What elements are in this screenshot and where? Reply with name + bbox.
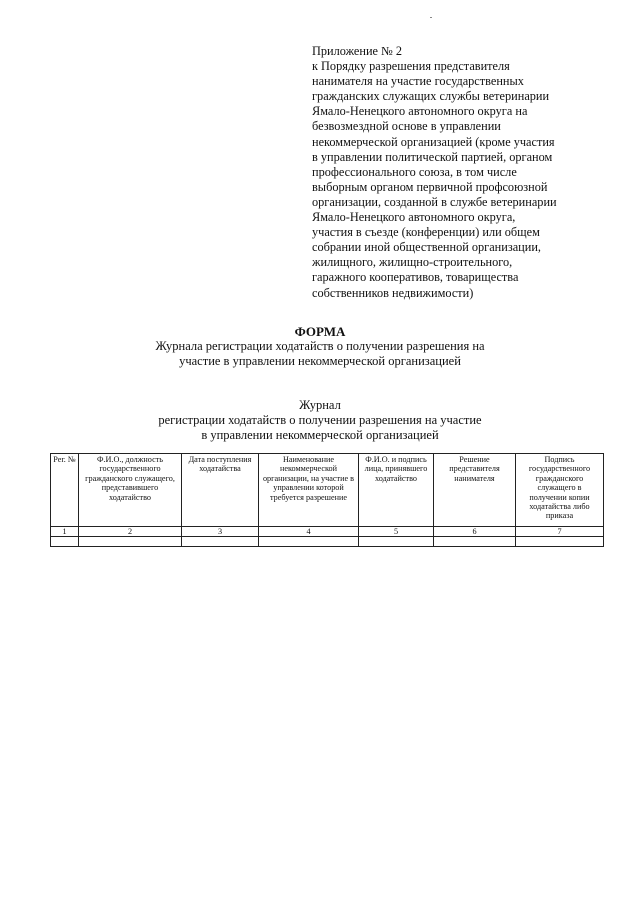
header-receiver-signature: Ф.И.О. и подпись лица, принявшего ходатайство (359, 454, 434, 527)
table-cell (182, 537, 259, 547)
annex-line: безвозмездной основе в управлении (312, 119, 501, 134)
header-organization-name: Наименование некоммерческой организации, на участие в управлении которой требуется разрешение (259, 454, 359, 527)
header-reg-number: Рег. № (51, 454, 79, 527)
annex-line: собрании иной общественной организации, (312, 240, 541, 255)
column-number: 1 (51, 527, 79, 537)
table-cell (79, 537, 182, 547)
form-title: ФОРМА (294, 324, 346, 339)
scan-speck (430, 17, 432, 18)
form-heading (0, 324, 640, 369)
table-header-row (51, 454, 604, 527)
form-subtitle-line: Журнала регистрации ходатайств о получении разрешения на (155, 339, 485, 353)
column-number: 6 (434, 527, 516, 537)
annex-line: Ямало-Ненецкого автономного округа, (312, 210, 516, 225)
annex-line: гаражного кооперативов, товарищества (312, 270, 519, 285)
column-number: 2 (79, 527, 182, 537)
column-number: 5 (359, 527, 434, 537)
column-number: 7 (516, 527, 604, 537)
header-receipt-date: Дата поступления ходатайства (182, 454, 259, 527)
table-number-row (51, 527, 604, 537)
column-number: 4 (259, 527, 359, 537)
annex-line: в управлении политической партией, органом (312, 149, 553, 164)
annex-line: Приложение № 2 (312, 44, 403, 58)
column-number: 3 (182, 527, 259, 537)
annex-line: жилищного, жилищно-строительного, (312, 255, 513, 270)
annex-line: гражданских служащих службы ветеринарии (312, 89, 550, 104)
annex-line: некоммерческой организацией (кроме участия (312, 134, 555, 149)
annex-line: собственников недвижимости) (312, 285, 474, 300)
annex-line: Ямало-Ненецкого автономного округа на (312, 104, 528, 119)
table-cell (359, 537, 434, 547)
table-cell (516, 537, 604, 547)
annex-line: организации, созданной в службе ветеринарии (312, 194, 557, 209)
table-cell (434, 537, 516, 547)
annex-line: к Порядку разрешения представителя (312, 59, 510, 74)
header-employee-signature: Подпись государственного гражданского служащего в получении копии ходатайства либо приказа (516, 454, 604, 527)
table-empty-row (51, 537, 604, 547)
journal-subtitle-line: в управлении некоммерческой организацией (201, 428, 439, 442)
journal-title: Журнал (299, 398, 341, 412)
annex-block (312, 44, 612, 301)
annex-line: выборным органом первичной профсоюзной (312, 179, 548, 194)
journal-table (50, 453, 604, 547)
form-subtitle-line: участие в управлении некоммерческой организацией (179, 354, 461, 368)
annex-line: нанимателя на участие государственных (312, 74, 524, 89)
annex-line: участия в съезде (конференции) или общем (312, 225, 540, 240)
journal-subtitle-line: регистрации ходатайств о получении разрешения на участие (158, 413, 482, 427)
journal-heading (0, 398, 640, 443)
table-cell (259, 537, 359, 547)
header-employee-name: Ф.И.О., должность государственного гражданского служащего, представившего ходатайство (79, 454, 182, 527)
annex-line: профессионального союза, в том числе (312, 164, 517, 179)
header-decision: Решение представителя нанимателя (434, 454, 516, 527)
table-cell (51, 537, 79, 547)
